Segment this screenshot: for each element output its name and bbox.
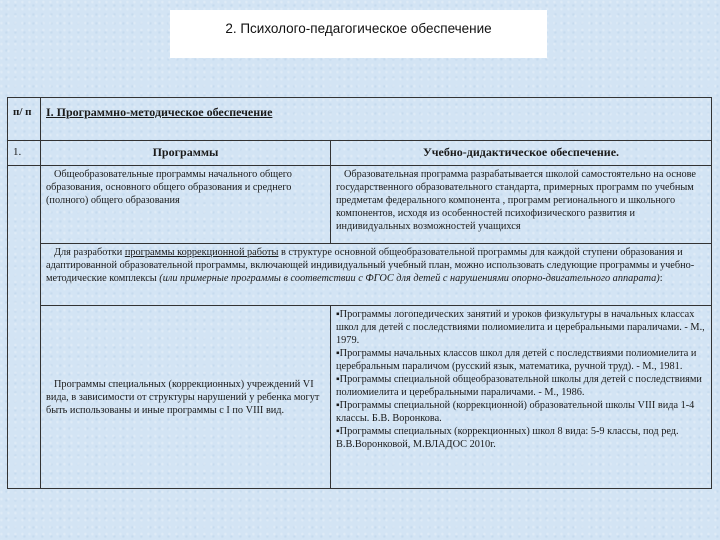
didactic-header: Учебно-дидактическое обеспечение. (331, 141, 712, 166)
support-table (7, 97, 712, 489)
correction-end: : (659, 273, 663, 284)
correction-work-cell (41, 244, 712, 306)
title-box (170, 10, 547, 58)
list-item: ▪Программы начальных классов школ для детей с последствиями полиомиелита и церебральным параличом (русский язык, математика, ручной труд). - М., 1981. (336, 348, 697, 372)
table-row (8, 141, 712, 166)
general-programs-cell: Общеобразовательные программы начального общего образования, основного общего образования и среднего (полного) общего образования (41, 166, 331, 244)
correction-program-link: программы коррекционной работы (124, 247, 279, 258)
list-item: ▪Программы логопедических занятий и уроков физкультуры в начальных классах школ для детей с последствиями полиомиелита и церебральными параличами. - М., 1979. (336, 309, 705, 346)
list-item: ▪Программы специальной (коррекционной) образовательной школы VIII вида 1-4 классы. Б.В. Воронкова. (336, 400, 695, 424)
row-number: 1. (8, 141, 41, 166)
empty-cell (8, 166, 41, 489)
correction-intro: Для разработки (54, 247, 125, 258)
section-title: I. Программно-методическое обеспечение (41, 98, 712, 141)
programs-header: Программы (41, 141, 331, 166)
correction-note: (или примерные программы в соответствии с ФГОС для детей с нарушениями опорно-двигательного аппарата) (159, 273, 660, 284)
table-row (8, 98, 712, 141)
program-list-cell (331, 306, 712, 489)
list-item: ▪Программы специальной общеобразовательной школы для детей с последствиями полиомиелита и церебральными параличами. - М., 1986. (336, 374, 702, 398)
table-row (8, 306, 712, 489)
correction-text: в структуре основной общеобразовательной программы для каждой ступени образования и адаптированной образовательной программы, включающей индивидуальный учебный план, можно использовать следующие программы и учебно-методические комплексы (46, 247, 695, 284)
educational-program-cell: Образовательная программа разрабатывается школой самостоятельно на основе государственного образовательного стандарта, примерных программ по учебным предметам федерального компонента , программ регионального и школьного компонентов, исходя из особенностей психофизического развития и индивидуальных возможностей учащихся (331, 166, 712, 244)
special-programs-cell: Программы специальных (коррекционных) учреждений VI вида, в зависимости от структуры нарушений у ребенка могут быть использованы и иные программы с I по VIII вид. (41, 306, 331, 489)
table-row (8, 166, 712, 244)
list-item: ▪Программы специальных (коррекционных) школ 8 вида: 5-9 классы, под ред. В.В.Воронковой, М.ВЛАДОС 2010г. (336, 426, 679, 450)
table-row (8, 244, 712, 306)
page-title: 2. Психолого-педагогическое обеспечение (225, 20, 492, 36)
number-column-header: п/ п (8, 98, 41, 141)
